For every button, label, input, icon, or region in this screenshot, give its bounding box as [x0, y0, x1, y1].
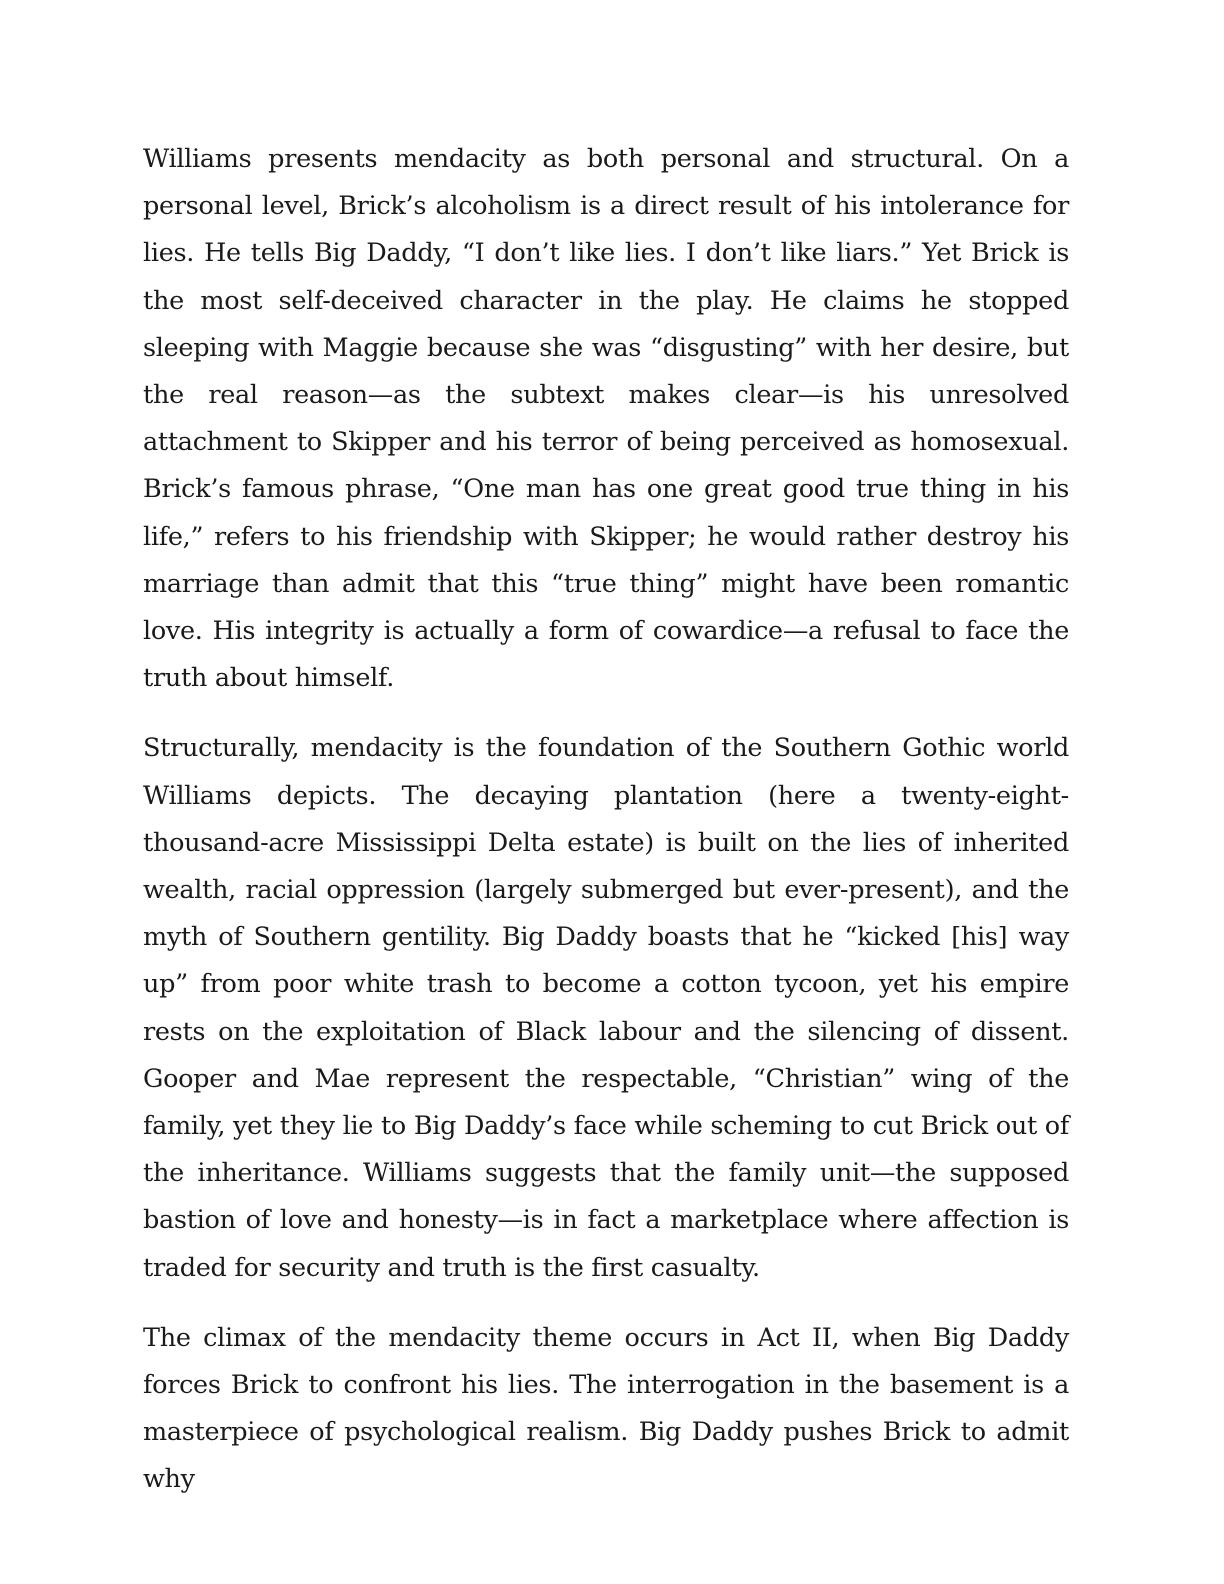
paragraph-structural-mendacity: Structurally, mendacity is the foundation of the Southern Gothic world Williams depicts. The decaying plantation (here a twenty-eight-thousand-acre Mississippi Delta estate) is built on the lies of inherited wealth, racial oppression (largely submerged but ever-present), and the myth of Southern gentility. Big Daddy boasts that he “kicked [his] way up” from poor white trash to become a cotton tycoon, yet his empire rests on the exploitation of Black labour and the silencing of dissent. Gooper and Mae represent the respectable, “Christian” wing of the family, yet they lie to Big Daddy’s face while scheming to cut Brick out of the inheritance. Williams suggests that the family unit—the supposed bastion of love and honesty—is in fact a marketplace where affection is traded for security and truth is the first casualty.	[143, 733, 1069, 1283]
paragraph-climax-act-two: The climax of the mendacity theme occurs in Act II, when Big Daddy forces Brick to confront his lies. The interrogation in the basement is a masterpiece of psychological realism. Big Daddy pushes Brick to admit why	[143, 1322, 1069, 1495]
paragraph-personal-structural-mendacity: Williams presents mendacity as both personal and structural. On a personal level, Brick’s alcoholism is a direct result of his intolerance for lies. He tells Big Daddy, “I don’t like lies. I don’t like liars.” Yet Brick is the most self-deceived character in the play. He claims he stopped sleeping with Maggie because she was “disgusting” with her desire, but the real reason—as the subtext makes clear—is his unresolved attachment to Skipper and his terror of being perceived as homosexual. Brick’s famous phrase, “One man has one great good true thing in his life,” refers to his friendship with Skipper; he would rather destroy his marriage than admit that this “true thing” might have been romantic love. His integrity is actually a form of cowardice—a refusal to face the truth about himself.	[143, 144, 1069, 694]
document-page	[143, 136, 1069, 1527]
